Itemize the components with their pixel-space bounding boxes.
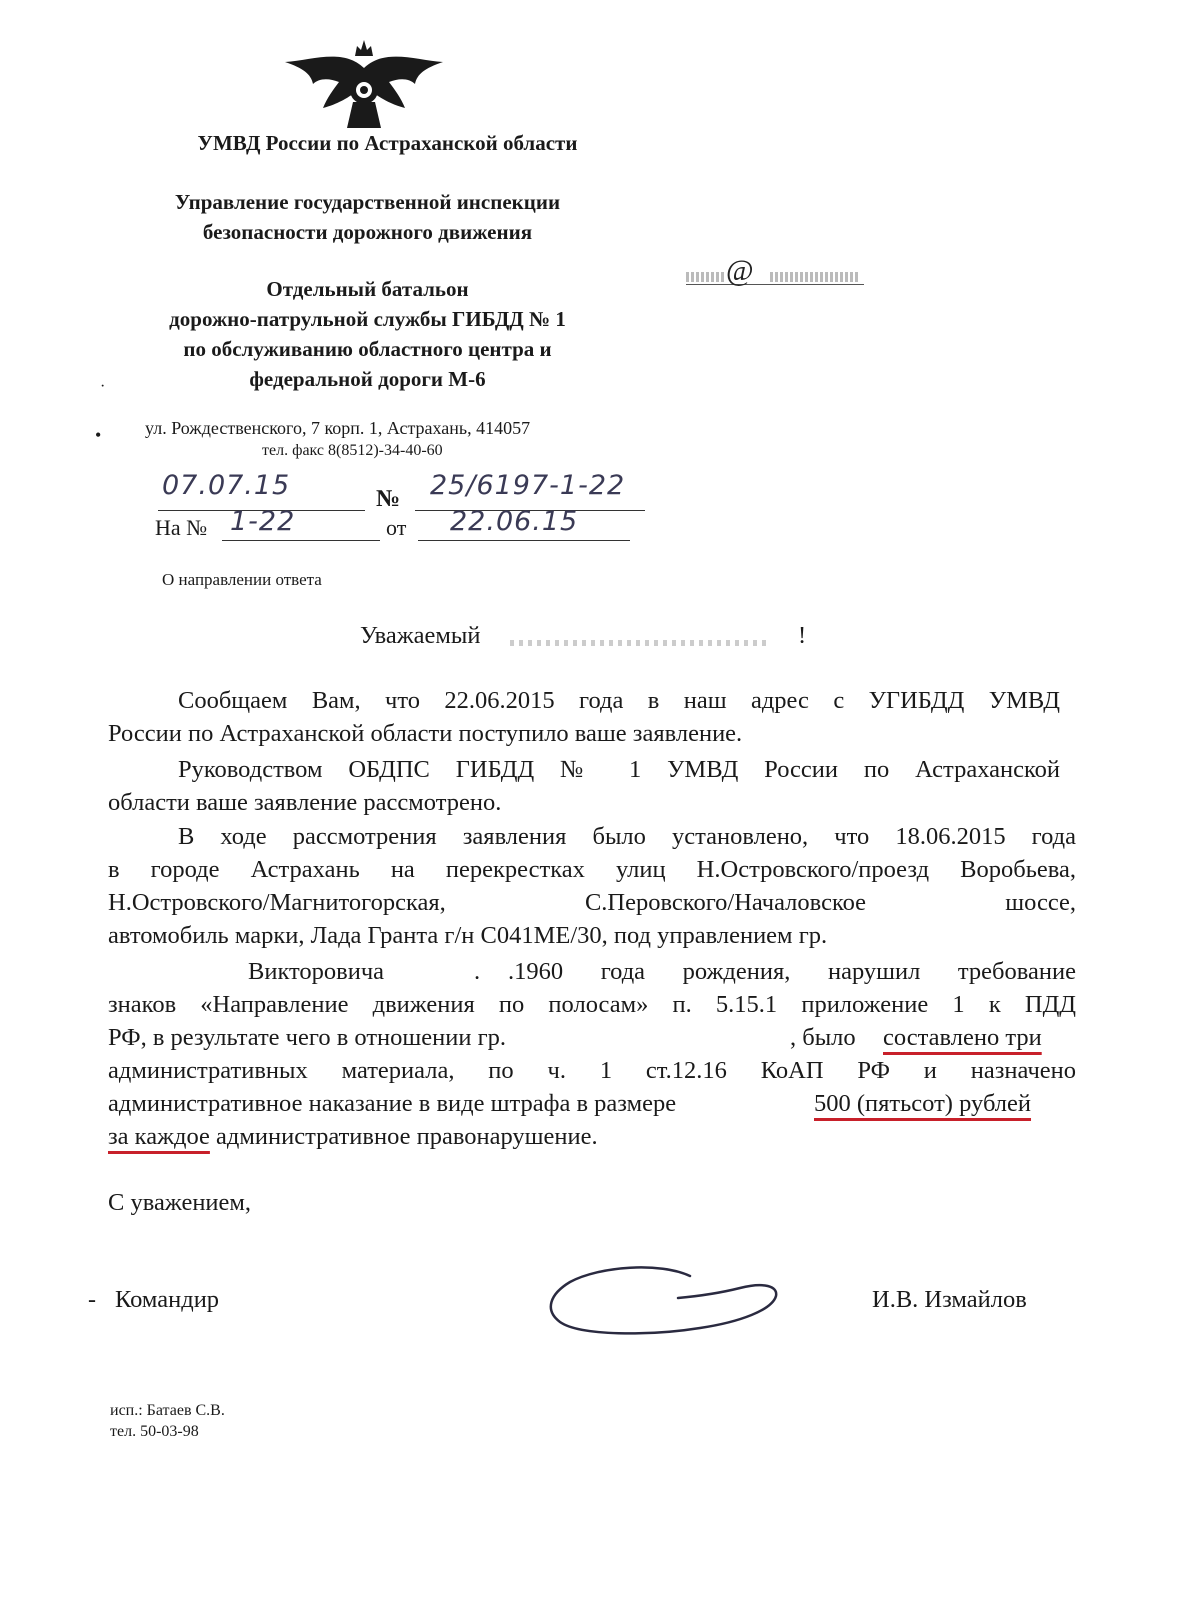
salutation: Уважаемый bbox=[360, 622, 481, 649]
closing: С уважением, bbox=[108, 1189, 252, 1216]
reference-date: 22.06.15 bbox=[450, 506, 579, 537]
reference-date-label: от bbox=[386, 515, 407, 540]
paragraph-4-line1: .1960 года рождения, нарушил требование bbox=[508, 958, 1076, 985]
highlight-fine-amount: 500 (пятьсот) рублей bbox=[814, 1090, 1032, 1117]
paragraph-4-line3a: РФ, в результате чего в отношении гр. bbox=[108, 1024, 507, 1051]
paragraph-4-line6 bbox=[108, 1120, 598, 1153]
address: ул. Рождественского, 7 корп. 1, Астрахань, 414057 bbox=[145, 418, 531, 438]
paragraph-3-line1: В ходе рассмотрения заявления было установлено, что 18.06.2015 года bbox=[178, 823, 1076, 850]
redacted-name bbox=[510, 640, 770, 646]
paragraph-2-line1: Руководством ОБДПС ГИБДД № 1 УМВД России по Астраханской bbox=[178, 756, 1060, 783]
unit-name-line4: федеральной дороги М-6 bbox=[249, 367, 486, 391]
department-name-line1: Управление государственной инспекции bbox=[174, 190, 561, 214]
signatory-name: И.В. Измайлов bbox=[872, 1286, 1027, 1313]
redacted-email bbox=[686, 254, 864, 287]
unit-name-line3: по обслуживанию областного центра и bbox=[183, 337, 552, 361]
unit-name-line2: дорожно-патрульной службы ГИБДД № 1 bbox=[169, 307, 566, 331]
signatory-title: Командир bbox=[115, 1286, 220, 1313]
paragraph-4-line3b: , было bbox=[790, 1024, 856, 1051]
handwritten-signature bbox=[540, 1248, 790, 1348]
unit-name-line1: Отдельный батальон bbox=[266, 277, 469, 301]
reference-number: 1-22 bbox=[230, 506, 296, 537]
paragraph-4-line5a: административное наказание в виде штрафа в размере bbox=[108, 1090, 677, 1117]
speck-mark: • bbox=[95, 425, 102, 445]
salutation-exclamation: ! bbox=[798, 622, 807, 649]
paragraph-2-line2: области ваше заявление рассмотрено. bbox=[108, 789, 502, 816]
department-name-line2: безопасности дорожного движения bbox=[202, 220, 533, 244]
email-at-sign: @ bbox=[726, 254, 754, 287]
paragraph-1-line1: Сообщаем Вам, что 22.06.2015 года в наш адрес с УГИБДД УМВД bbox=[178, 687, 1060, 714]
org-name: УМВД России по Астраханской области bbox=[197, 131, 578, 155]
outgoing-date: 07.07.15 bbox=[162, 470, 291, 501]
reference-label: На № bbox=[155, 515, 208, 540]
paragraph-4-line6-rest: административное правонарушение. bbox=[209, 1123, 598, 1150]
dash-mark: - bbox=[88, 1287, 96, 1313]
paragraph-4-line1-name: Викторовича bbox=[248, 958, 385, 985]
highlight-each: за каждое bbox=[108, 1123, 210, 1150]
subject: О направлении ответа bbox=[162, 570, 322, 589]
paragraph-3-line2: в городе Астрахань на перекрестках улиц Н.Островского/проезд Воробьева, bbox=[108, 856, 1076, 883]
redacted-dot: . bbox=[474, 958, 481, 985]
emblem-icon bbox=[283, 38, 445, 133]
phone-fax: тел. факс 8(8512)-34-40-60 bbox=[262, 442, 443, 459]
highlight-three-materials: составлено три bbox=[883, 1024, 1042, 1051]
paragraph-4-line4: административных материала, по ч. 1 ст.12.16 КоАП РФ и назначено bbox=[108, 1057, 1076, 1084]
paragraph-3-line3: Н.Островского/Магнитогорская, С.Перовского/Началовское шоссе, bbox=[108, 889, 1076, 916]
paragraph-1-line2: России по Астраханской области поступило ваше заявление. bbox=[108, 720, 743, 747]
paragraph-4-line2: знаков «Направление движения по полосам» п. 5.15.1 приложение 1 к ПДД bbox=[108, 991, 1076, 1018]
speck-mark: · bbox=[100, 378, 106, 395]
paragraph-3-line4: автомобиль марки, Лада Гранта г/н С041МЕ/30, под управлением гр. bbox=[108, 922, 828, 949]
executor-phone: тел. 50-03-98 bbox=[110, 1423, 199, 1440]
executor-name: исп.: Батаев С.В. bbox=[110, 1402, 225, 1419]
outgoing-number: 25/6197-1-22 bbox=[430, 470, 626, 501]
number-label: № bbox=[376, 486, 401, 512]
